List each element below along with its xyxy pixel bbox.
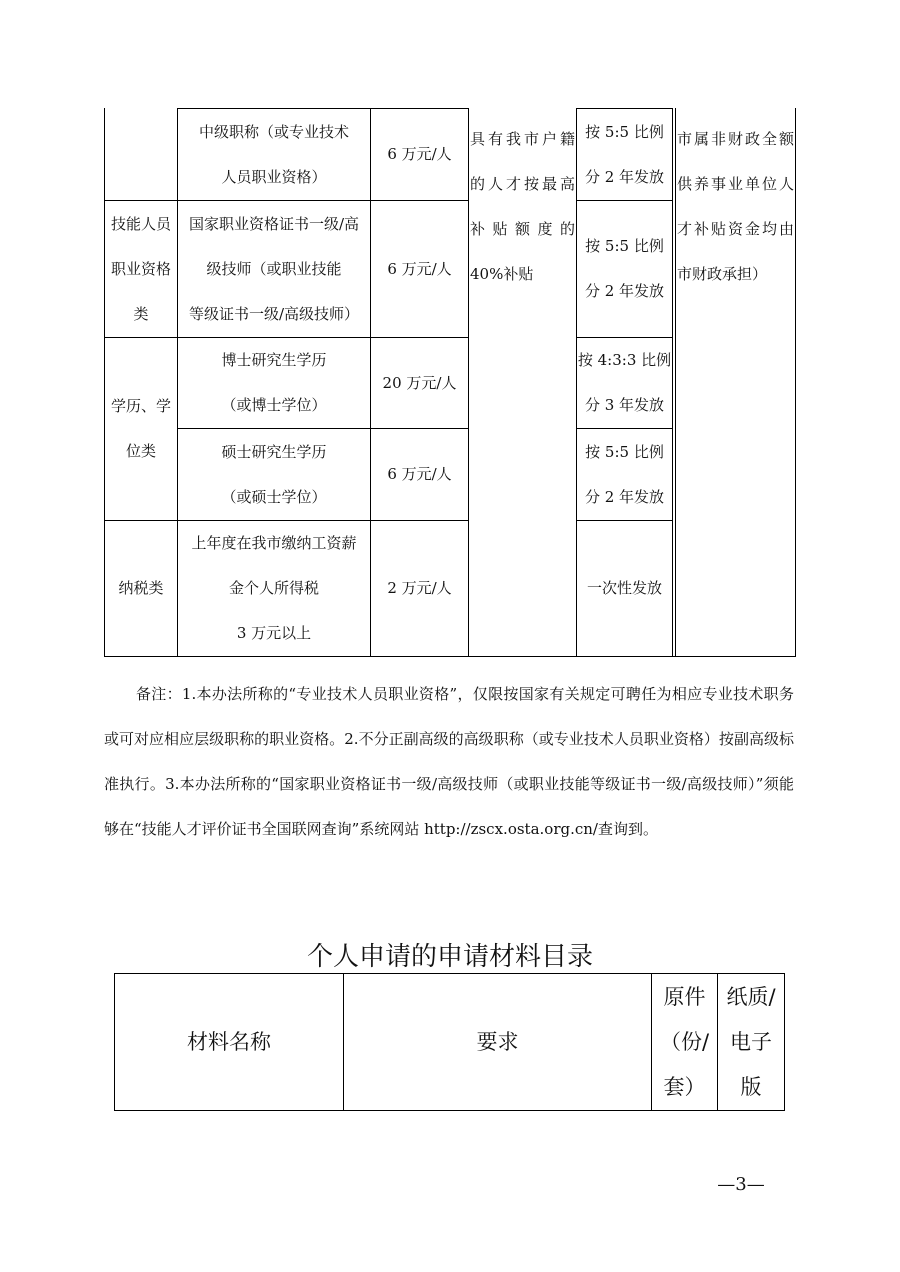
category-line: 纳税类 (118, 579, 164, 597)
payment-line: 按 5:5 比例 (585, 237, 664, 255)
table1-item-cell (178, 521, 370, 656)
category-line: 技能人员 (110, 214, 171, 233)
payment-line: 按 5:5 比例 (585, 442, 664, 461)
payment-line: 分 2 年发放 (584, 487, 665, 506)
payment-line: 分 3 年发放 (584, 396, 665, 414)
item-line: 上年度在我市缴纳工资薪 (191, 534, 357, 552)
category-line: 学历、学 (110, 397, 171, 415)
amount-value: 20 万元/人 (382, 373, 457, 392)
item-line: 人员职业资格） (221, 167, 327, 186)
table1-amount-cell (371, 429, 468, 520)
household-note-line: 补贴额度的 (470, 220, 575, 238)
item-line: 中级职称（或专业技术 (198, 122, 349, 141)
amount-value: 6 万元/人 (387, 259, 452, 278)
header-original-line: 套） (663, 1074, 706, 1099)
table2-header-requirement (344, 974, 651, 1110)
table1-amount-cell (371, 109, 468, 200)
item-line: 金个人所得税 (228, 579, 319, 597)
table1-payment-cell (577, 109, 672, 200)
item-line: 3 万元以上 (236, 624, 312, 642)
payment-line: 一次性发放 (586, 579, 662, 597)
item-line: 国家职业资格证书一级/高 (188, 214, 360, 233)
item-line: 等级证书一级/高级技师） (188, 304, 360, 323)
amount-value: 2 万元/人 (387, 579, 452, 597)
table1-category-cell (105, 338, 177, 520)
table1-payment-cell (577, 201, 672, 337)
table1-amount-cell (371, 338, 468, 428)
category-line: 位类 (125, 442, 156, 460)
table1-category-cell (105, 201, 177, 337)
payment-line: 按 4:3:3 比例 (577, 351, 672, 369)
table1-category-cell (105, 521, 177, 656)
notes-paragraph: 备注：1.本办法所称的“专业技术人员职业资格”，仅限按国家有关规定可聘任为相应专业技术职务或可对应相应层级职称的职业资格。2.不分正副高级的高级职称（或专业技术人员职业资格）按副高级标准执行。3.本办法所称的“国家职业资格证书一级/高级技师（或职业技能等级证书一级/高级技师）”须能够在“技能人才评价证书全国联网查询”系统网站 http://zscx.osta.org.cn/查询到。 (104, 685, 794, 838)
payment-line: 分 2 年发放 (584, 167, 665, 186)
table1-item-cell (178, 201, 370, 337)
item-line: （或硕士学位） (221, 487, 327, 506)
category-line: 类 (133, 304, 149, 323)
category-line: 职业资格 (110, 259, 171, 278)
table1-item-cell (178, 338, 370, 428)
payment-line: 分 2 年发放 (584, 282, 665, 300)
header-format-line: 版 (740, 1074, 762, 1099)
household-note-line: 具有我市户籍 (470, 130, 575, 148)
funding-note-line: 市财政承担） (677, 265, 768, 283)
header-format-line: 纸质/ (726, 984, 776, 1009)
table1-payment-cell (577, 521, 672, 656)
page-number: —3— (717, 1174, 765, 1195)
table1-payment-cell (577, 338, 672, 428)
table1-item-cell (178, 109, 370, 200)
table2-header-name (115, 974, 343, 1110)
header-requirement-label: 要求 (476, 1029, 519, 1054)
funding-note-line: 市属非财政全额 (677, 130, 794, 148)
table1-item-cell (178, 429, 370, 520)
payment-line: 按 5:5 比例 (585, 122, 664, 141)
funding-note-line: 才补贴资金均由 (677, 220, 794, 238)
section-title: 个人申请的申请材料目录 (306, 942, 593, 972)
table2-header-original (652, 974, 717, 1110)
table2-header-format (718, 974, 784, 1110)
item-line: （或博士学位） (221, 396, 327, 414)
funding-note-line: 供养事业单位人 (677, 175, 794, 193)
amount-value: 6 万元/人 (387, 465, 452, 483)
table1-amount-cell (371, 201, 468, 337)
table1-payment-cell (577, 429, 672, 520)
amount-value: 6 万元/人 (387, 145, 452, 163)
header-name-label: 材料名称 (187, 1029, 271, 1054)
item-line: 级技师（或职业技能 (206, 259, 342, 278)
household-note-line: 的人才按最高 (470, 175, 575, 193)
item-line: 硕士研究生学历 (221, 442, 327, 461)
household-note (470, 117, 575, 297)
table1-amount-cell (371, 521, 468, 656)
header-original-line: （份/ (659, 1029, 710, 1054)
funding-note (677, 117, 794, 297)
household-note-line: 40%补贴 (470, 265, 534, 283)
header-original-line: 原件 (663, 984, 706, 1009)
item-line: 博士研究生学历 (221, 351, 327, 369)
header-format-line: 电子 (729, 1029, 772, 1054)
